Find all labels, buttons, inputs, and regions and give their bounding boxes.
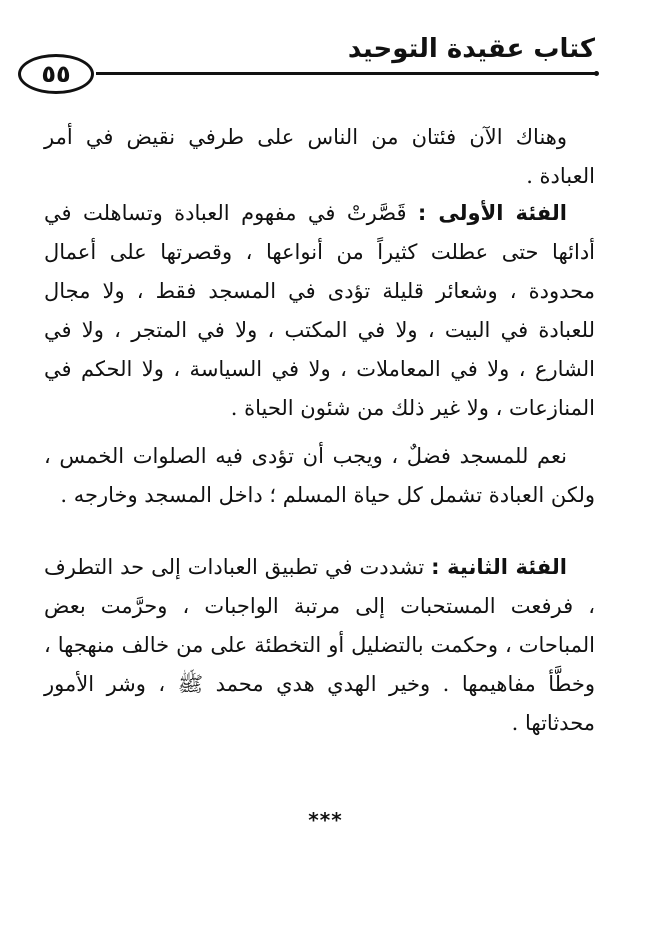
paragraph-lead: الفئة الثانية : [431,555,567,579]
paragraph-first-group [44,194,595,428]
paragraph-intro [44,118,595,196]
page-number: ٥٥ [41,60,71,88]
running-header-title: كتاب عقيدة التوحيد [347,34,595,64]
header-rule-dot [594,71,599,76]
paragraph-second-group [44,548,595,743]
header-rule [96,72,596,75]
paragraph-mosque [44,437,595,515]
paragraph-text: نعم للمسجد فضلٌ ، ويجب أن تؤدى فيه الصلوات الخمس ، ولكن العبادة تشمل كل حياة المسلم ؛ داخل المسجد وخارجه . [44,444,595,507]
paragraph-text: تشددت في تطبيق العبادات إلى حد التطرف ، فرفعت المستحبات إلى مرتبة الواجبات ، وحرَّمت بعض المباحات ، وحكمت بالتضليل أو التخطئة على من خالف منهجها ، وخطَّأ مفاهيمها . وخير الهدي هدي محمد ﷺ ، وشر الأمور محدثاتها . [44,555,596,735]
paragraph-text: وهناك الآن فئتان من الناس على طرفي نقيض في أمر العبادة . [44,125,595,188]
paragraph-lead: الفئة الأولى : [417,201,567,225]
paragraph-text: قَصَّرتْ في مفهوم العبادة وتساهلت في أدائها حتى عطلت كثيراً من أنواعها ، وقصرتها على أعمال محدودة ، وشعائر قليلة تؤدى في المسجد فقط ، ولا مجال للعبادة في البيت ، ولا في المكتب ، ولا في المتجر ، ولا في الشارع ، ولا في المعاملات ، ولا في السياسة ، ولا الحكم في المنازعات ، ولا غير ذلك من شئون الحياة . [44,201,595,420]
section-end-ornament: *** [308,808,343,832]
page-number-badge [18,54,94,94]
